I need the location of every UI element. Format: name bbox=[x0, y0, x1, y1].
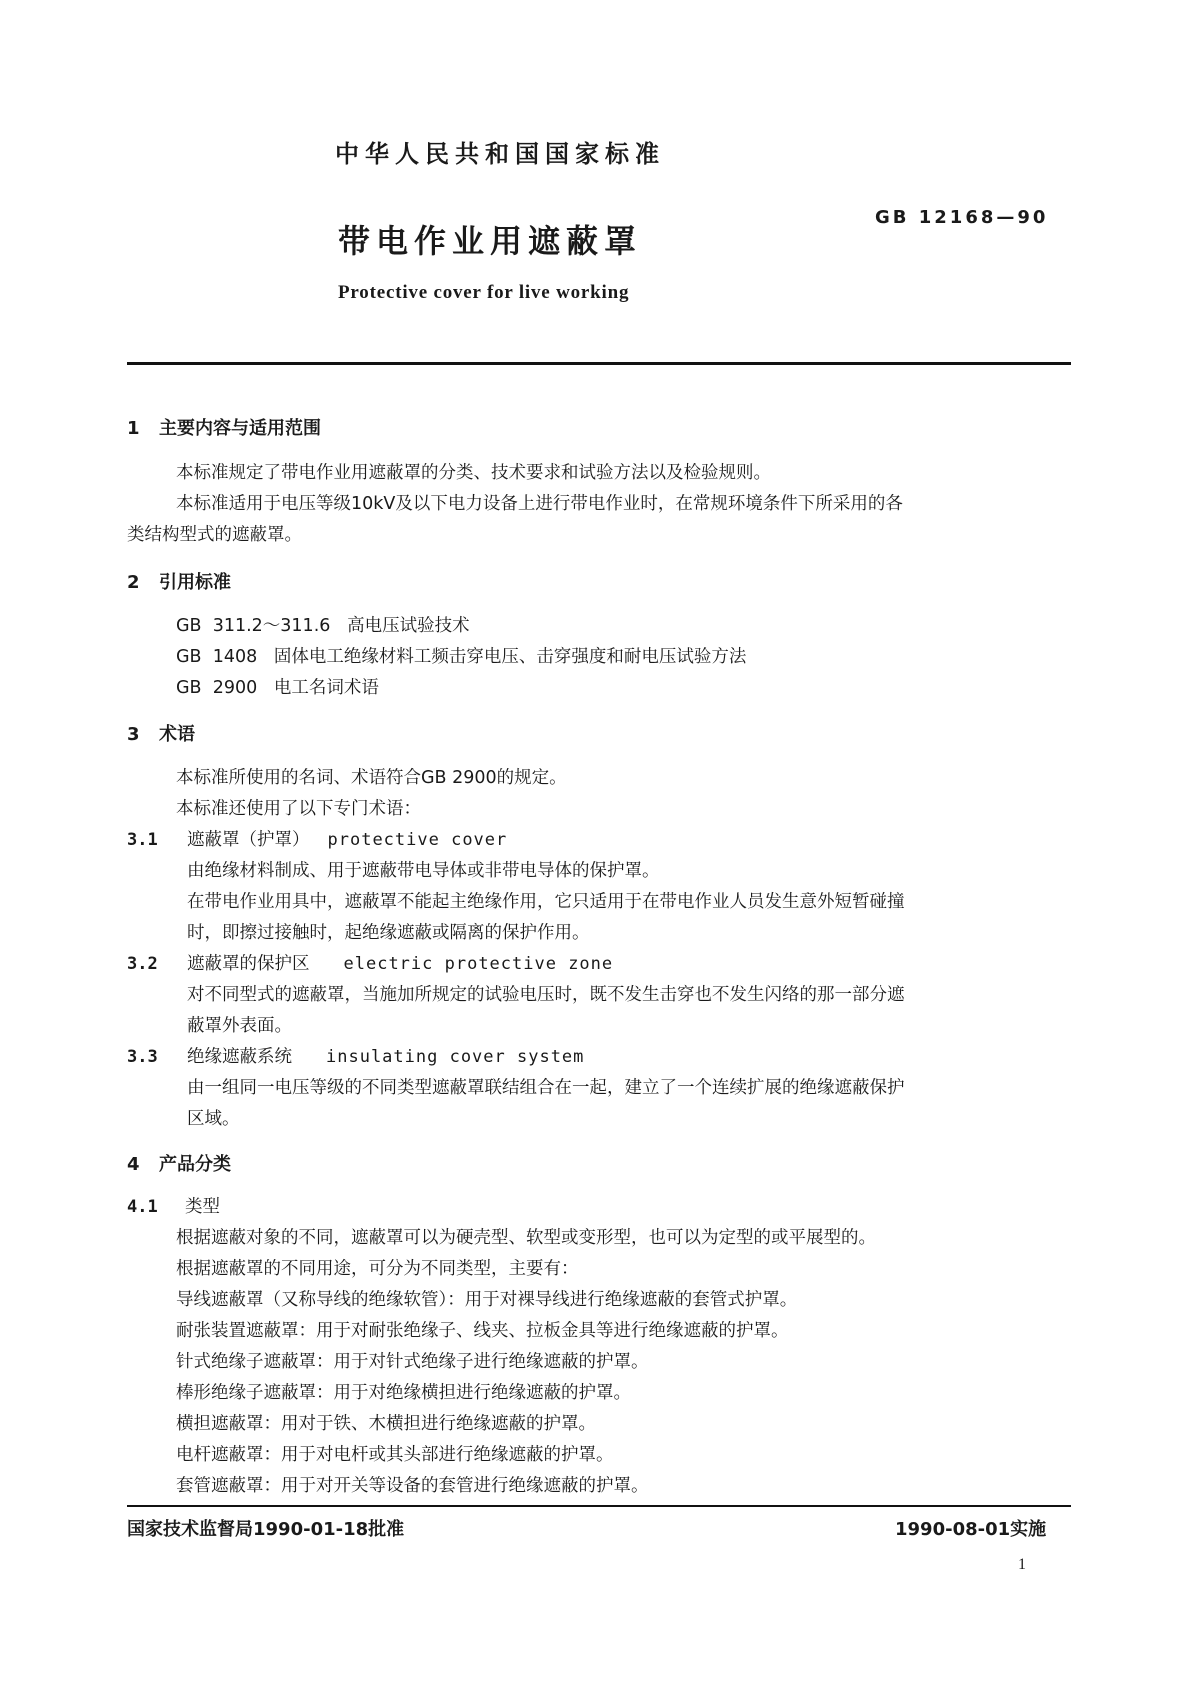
subsection-title: 类型 bbox=[185, 1197, 220, 1217]
reference-item: GB 1408 固体电工绝缘材料工频击穿电压、击穿强度和耐电压试验方法 bbox=[176, 647, 747, 667]
footer-divider bbox=[127, 1505, 1071, 1507]
definition: 由一组同一电压等级的不同类型遮蔽罩联结组合在一起，建立了一个连续扩展的绝缘遮蔽保护 bbox=[187, 1078, 905, 1098]
section-number: 3 bbox=[127, 724, 140, 745]
section-2-heading bbox=[127, 568, 231, 594]
standard-org-header: 中华人民共和国国家标准 bbox=[335, 140, 665, 168]
section-1-heading bbox=[127, 414, 321, 440]
section-title: 术语 bbox=[159, 724, 195, 745]
term-en: insulating cover system bbox=[326, 1047, 585, 1067]
term-number: 3.2 bbox=[127, 954, 158, 974]
list-item: 耐张装置遮蔽罩：用于对耐张绝缘子、线夹、拉板金具等进行绝缘遮蔽的护罩。 bbox=[176, 1321, 789, 1341]
list-item: 横担遮蔽罩：用对于铁、木横担进行绝缘遮蔽的护罩。 bbox=[176, 1414, 596, 1434]
reference-item: GB 311.2～311.6 高电压试验技术 bbox=[176, 616, 470, 636]
term-en: electric protective zone bbox=[343, 954, 614, 974]
header-divider bbox=[127, 362, 1071, 365]
document-title-en: Protective cover for live working bbox=[338, 282, 630, 303]
section-title: 产品分类 bbox=[159, 1154, 231, 1175]
term-3-3 bbox=[127, 1043, 584, 1068]
term-3-1 bbox=[127, 826, 507, 851]
definition: 对不同型式的遮蔽罩，当施加所规定的试验电压时，既不发生击穿也不发生闪络的那一部分遮 bbox=[187, 985, 905, 1005]
term-cn: 遮蔽罩（护罩） bbox=[187, 830, 310, 850]
section-4-heading bbox=[127, 1150, 231, 1176]
list-item: 套管遮蔽罩：用于对开关等设备的套管进行绝缘遮蔽的护罩。 bbox=[176, 1476, 649, 1496]
reference-item: GB 2900 电工名词术语 bbox=[176, 678, 379, 698]
paragraph: 根据遮蔽对象的不同，遮蔽罩可以为硬壳型、软型或变形型，也可以为定型的或平展型的。 bbox=[176, 1228, 876, 1248]
definition: 蔽罩外表面。 bbox=[187, 1016, 292, 1036]
list-item: 电杆遮蔽罩：用于对电杆或其头部进行绝缘遮蔽的护罩。 bbox=[176, 1445, 614, 1465]
paragraph: 本标准还使用了以下专门术语： bbox=[176, 799, 421, 819]
list-item: 棒形绝缘子遮蔽罩：用于对绝缘横担进行绝缘遮蔽的护罩。 bbox=[176, 1383, 631, 1403]
document-title-cn: 带电作业用遮蔽罩 bbox=[338, 222, 643, 260]
paragraph: 本标准所使用的名词、术语符合GB 2900的规定。 bbox=[176, 768, 567, 788]
paragraph: 本标准适用于电压等级10kV及以下电力设备上进行带电作业时，在常规环境条件下所采用的各 bbox=[176, 494, 903, 514]
term-cn: 遮蔽罩的保护区 bbox=[187, 954, 310, 974]
paragraph: 本标准规定了带电作业用遮蔽罩的分类、技术要求和试验方法以及检验规则。 bbox=[176, 463, 771, 483]
subsection-4-1 bbox=[127, 1193, 220, 1218]
term-number: 3.3 bbox=[127, 1047, 158, 1067]
list-item: 导线遮蔽罩（又称导线的绝缘软管）：用于对裸导线进行绝缘遮蔽的套管式护罩。 bbox=[176, 1290, 798, 1310]
list-item: 针式绝缘子遮蔽罩：用于对针式绝缘子进行绝缘遮蔽的护罩。 bbox=[176, 1352, 649, 1372]
definition: 在带电作业用具中，遮蔽罩不能起主绝缘作用，它只适用于在带电作业人员发生意外短暂碰撞 bbox=[187, 892, 905, 912]
term-en: protective cover bbox=[327, 830, 508, 850]
standard-code: GB 12168—90 bbox=[875, 207, 1049, 228]
section-number: 4 bbox=[127, 1154, 140, 1175]
section-3-heading bbox=[127, 720, 195, 746]
term-cn: 绝缘遮蔽系统 bbox=[187, 1047, 292, 1067]
term-3-2 bbox=[127, 950, 613, 975]
section-number: 1 bbox=[127, 418, 140, 439]
paragraph: 根据遮蔽罩的不同用途，可分为不同类型，主要有： bbox=[176, 1259, 579, 1279]
definition: 由绝缘材料制成、用于遮蔽带电导体或非带电导体的保护罩。 bbox=[187, 861, 660, 881]
paragraph: 类结构型式的遮蔽罩。 bbox=[127, 525, 302, 545]
effective-date: 1990-08-01实施 bbox=[895, 1519, 1047, 1540]
approval-text: 国家技术监督局1990-01-18批准 bbox=[127, 1519, 405, 1540]
section-number: 2 bbox=[127, 572, 140, 593]
section-title: 主要内容与适用范围 bbox=[159, 418, 321, 439]
term-number: 3.1 bbox=[127, 830, 158, 850]
page-number: 1 bbox=[1018, 1556, 1026, 1573]
subsection-number: 4.1 bbox=[127, 1197, 158, 1217]
section-title: 引用标准 bbox=[159, 572, 231, 593]
definition: 区域。 bbox=[187, 1109, 240, 1129]
definition: 时，即擦过接触时，起绝缘遮蔽或隔离的保护作用。 bbox=[187, 923, 590, 943]
